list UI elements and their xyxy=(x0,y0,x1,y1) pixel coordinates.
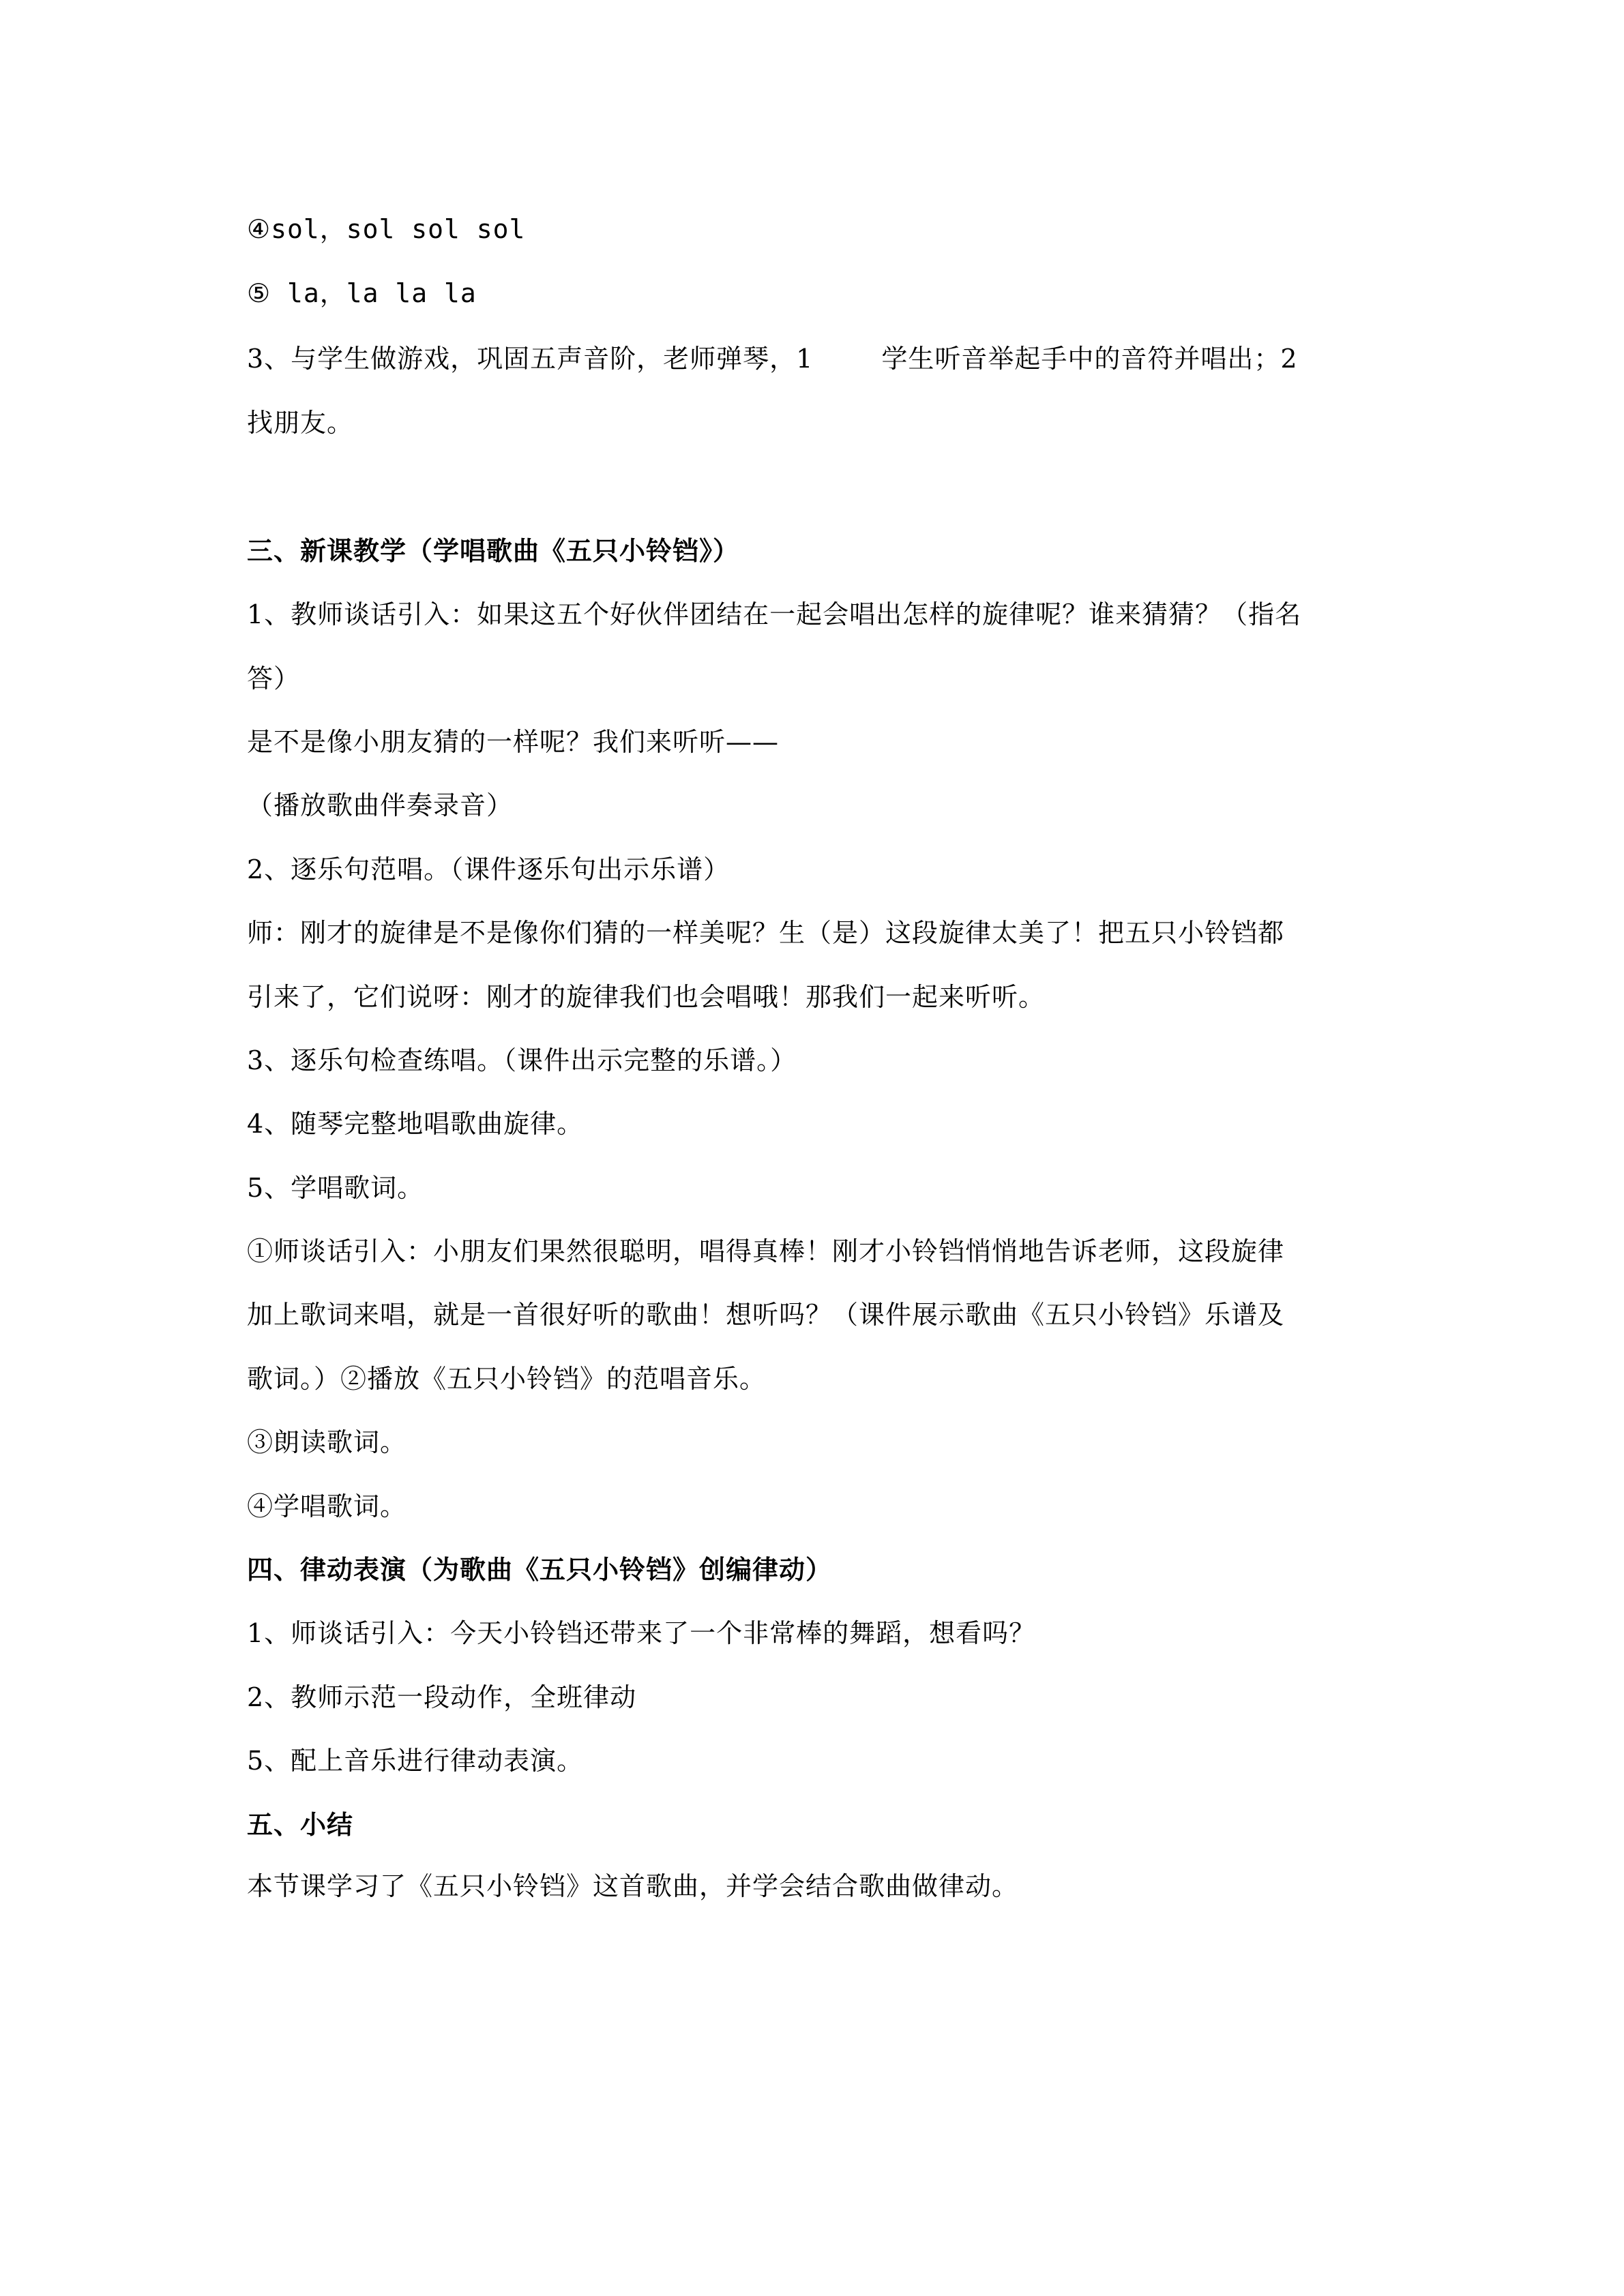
paragraph: 2、逐乐句范唱。（课件逐乐句出示乐谱） xyxy=(247,854,730,884)
paragraph: （播放歌曲伴奏录音） xyxy=(247,790,514,820)
paragraph: 加上歌词来唱，就是一首很好听的歌曲！想听吗？（课件展示歌曲《五只小铃铛》乐谱及 xyxy=(247,1300,1285,1330)
paragraph: 2、教师示范一段动作，全班律动 xyxy=(247,1682,637,1712)
solfege-line-la: ⑤ la，la la la xyxy=(247,278,477,308)
paragraph: 歌词。）②播放《五只小铃铛》的范唱音乐。 xyxy=(247,1364,767,1394)
game-instruction-part2: 学生听音举起手中的音符并唱出；2 xyxy=(881,344,1298,374)
paragraph: 是不是像小朋友猜的一样呢？我们来听听—— xyxy=(247,727,780,757)
paragraph: 5、配上音乐进行律动表演。 xyxy=(247,1746,584,1776)
paragraph: ④学唱歌词。 xyxy=(247,1491,407,1521)
paragraph: 3、逐乐句检查练唱。（课件出示完整的乐谱。） xyxy=(247,1045,797,1075)
paragraph: 4、随琴完整地唱歌曲旋律。 xyxy=(247,1109,584,1139)
game-instruction-part1: 3、与学生做游戏，巩固五声音阶，老师弹琴，1 xyxy=(247,344,814,374)
paragraph: 5、学唱歌词。 xyxy=(247,1173,424,1203)
paragraph: 1、教师谈话引入：如果这五个好伙伴团结在一起会唱出怎样的旋律呢？谁来猜猜？（指名 xyxy=(247,599,1302,629)
section-heading-new-lesson: 三、新课教学（学唱歌曲《五只小铃铛》） xyxy=(247,536,740,566)
summary-paragraph: 本节课学习了《五只小铃铛》这首歌曲，并学会结合歌曲做律动。 xyxy=(247,1871,1019,1901)
paragraph: 1、师谈话引入：今天小铃铛还带来了一个非常棒的舞蹈，想看吗？ xyxy=(247,1618,1036,1648)
game-instruction xyxy=(247,341,1298,376)
paragraph: ①师谈话引入：小朋友们果然很聪明，唱得真棒！刚才小铃铛悄悄地告诉老师，这段旋律 xyxy=(247,1236,1285,1266)
game-instruction-continued: 找朋友。 xyxy=(247,408,354,438)
paragraph: 师：刚才的旋律是不是像你们猜的一样美呢？生（是）这段旋律太美了！把五只小铃铛都 xyxy=(247,918,1285,948)
section-heading-summary: 五、小结 xyxy=(247,1810,354,1840)
section-heading-movement: 四、律动表演（为歌曲《五只小铃铛》创编律动） xyxy=(247,1555,833,1585)
paragraph: ③朗读歌词。 xyxy=(247,1427,407,1457)
solfege-line-sol: ④sol，sol sol sol xyxy=(247,214,526,244)
paragraph: 答） xyxy=(247,664,301,694)
paragraph: 引来了，它们说呀：刚才的旋律我们也会唱哦！那我们一起来听听。 xyxy=(247,982,1046,1012)
